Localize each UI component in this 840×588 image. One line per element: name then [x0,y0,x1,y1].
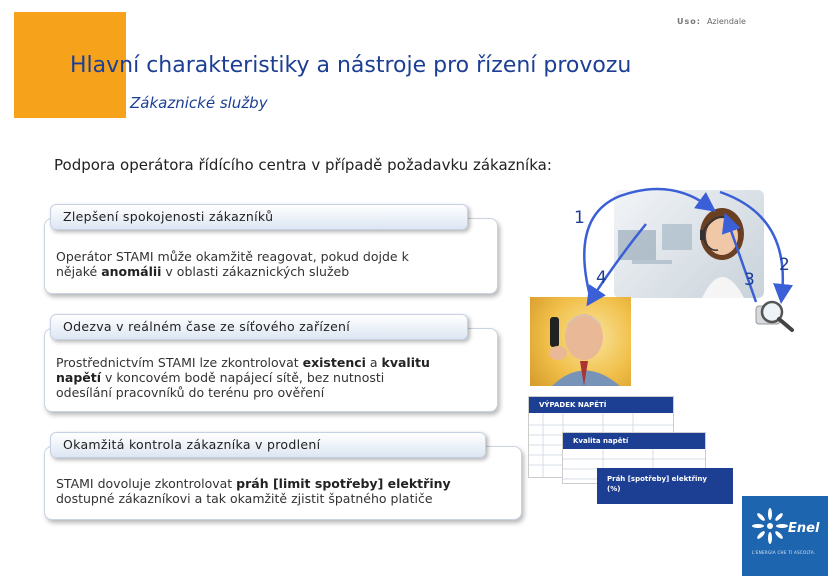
step-number-1: 1 [574,208,585,228]
voltage-quality-title: Kvalita napětí [563,433,705,449]
arrow-3 [728,222,756,302]
enel-logo-name: Enel [788,521,820,536]
section-2-text: Prostřednictvím STAMI lze zkontrolovat existenci a kvalitu napětí v koncovém bodě napájecí sítě, bez nutnosti odesílání pracovníků do terénu pro ověření [56,355,430,400]
step-number-4: 4 [596,268,607,288]
outage-report-title: VÝPADEK NAPĚTÍ [529,397,673,413]
page-title: Hlavní charakteristiky a nástroje pro řízení provozu [70,53,632,78]
section-1-text: Operátor STAMI může okamžitě reagovat, pokud dojde k nějaké anomálii v oblasti zákaznických služeb [56,249,409,279]
section-3-heading: Okamžitá kontrola zákazníka v prodlení [50,432,486,458]
enel-sun-icon [750,506,790,546]
section-1-heading: Zlepšení spokojenosti zákazníků [50,204,468,230]
consumption-threshold-document: Práh [spotřeby] elektřiny (%) [597,468,733,504]
page-subtitle: Zákaznické služby [130,94,268,112]
step-number-2: 2 [779,255,790,275]
intro-text: Podpora operátora řídícího centra v případě požadavku zákazníka: [54,156,552,174]
section-2-heading: Odezva v reálném čase ze síťového zařízení [50,314,468,340]
usage-label: Uso: Aziendale [677,17,746,26]
magnifier-icon [754,296,798,336]
section-3-text: STAMI dovoluje zkontrolovat práh [limit spotřeby] elektřiny dostupné zákazníkovi a tak okamžitě zjistit špatného platiče [56,476,451,506]
enel-logo-tagline: L'ENERGIA CHE TI ASCOLTA. [752,550,816,555]
step-number-3: 3 [744,270,755,290]
enel-logo [742,496,828,576]
